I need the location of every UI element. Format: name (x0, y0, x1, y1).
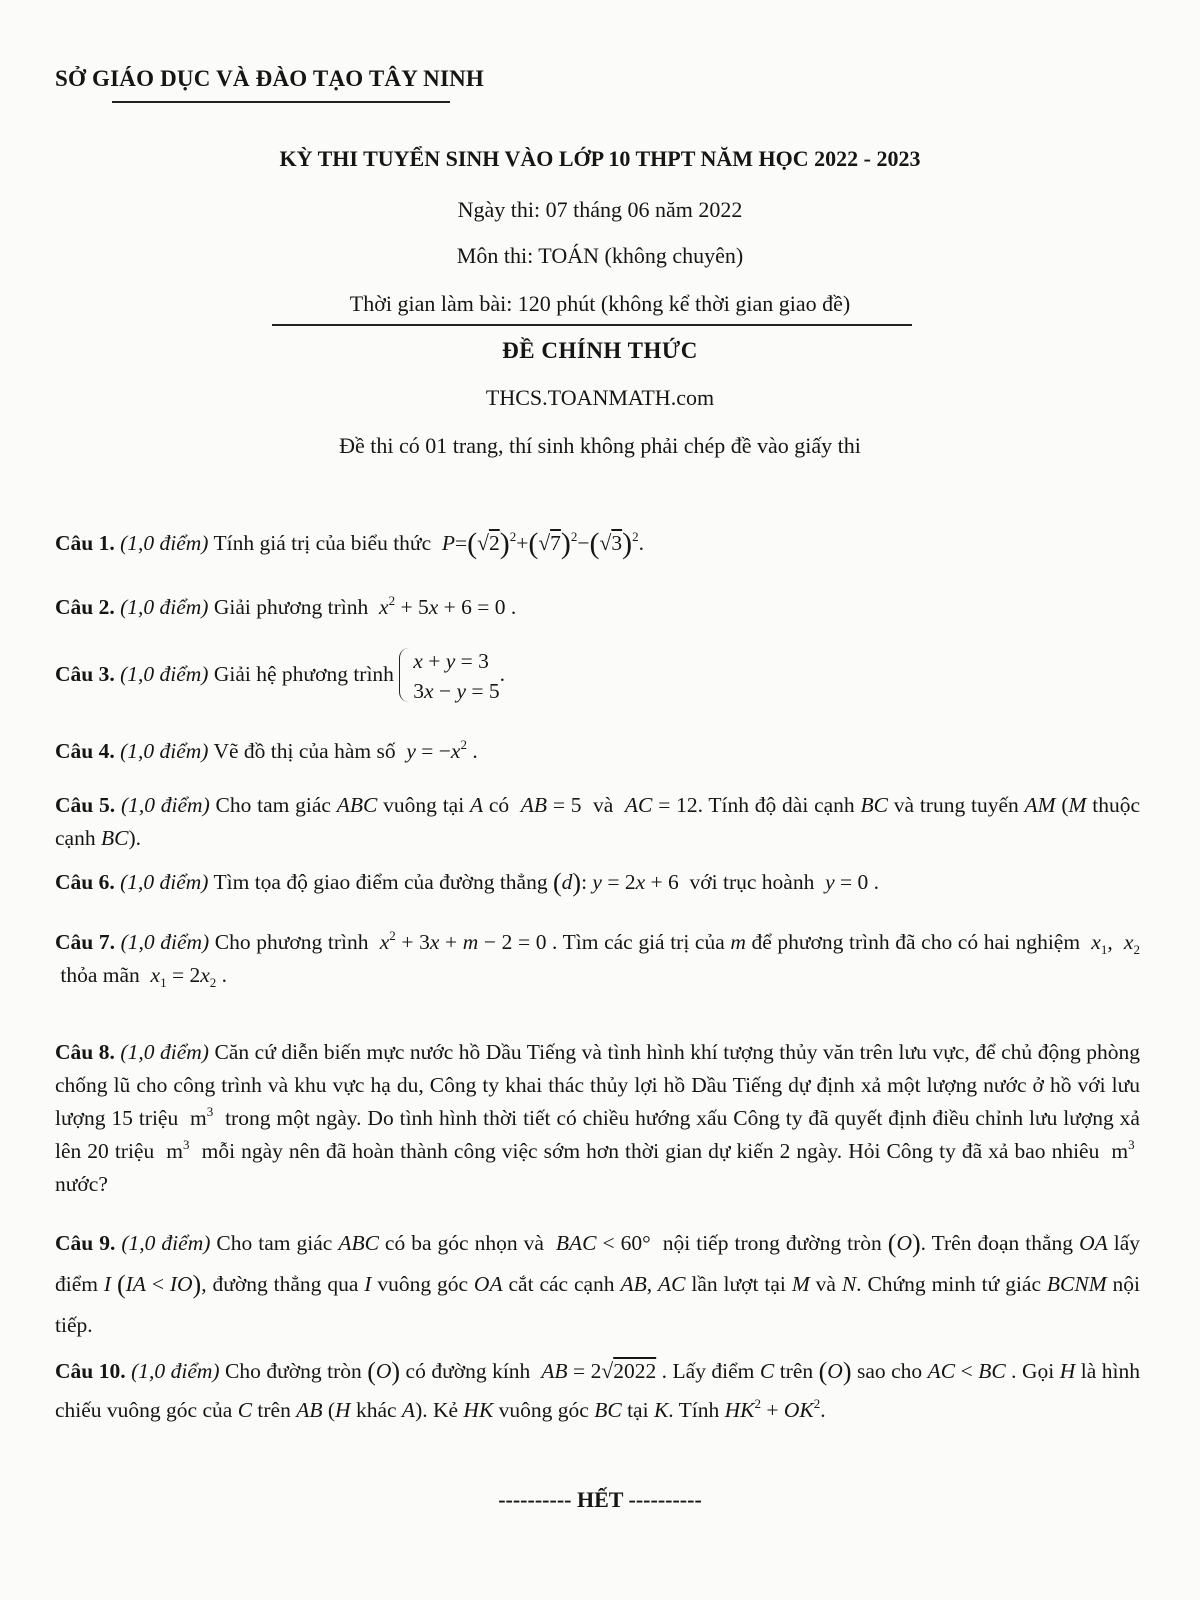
exam-date: Ngày thi: 07 tháng 06 năm 2022 (457, 197, 743, 222)
question-8: Câu 8. (1,0 điểm) Căn cứ diễn biến mực nước hồ Dầu Tiếng và tình hình khí tượng thủy văn trên lưu vực, để chủ động phòng chống lũ cho công trình và khu vực hạ du, Công ty khai thác thủy lợi hồ Dầu Tiếng dự định xả một lượng nước ở hồ với lưu lượng 15 triệu $m^3$ trong một ngày. Do tình hình thời tiết có chiều hướng xấu Công ty đã quyết định điều chỉnh lưu lượng xả lên 20 triệu $m^3$ mỗi ngày nên đã hoàn thành công việc sớm hơn thời gian dự kiến 2 ngày. Hỏi Công ty đã xả bao nhiêu $m^3$ nước? (55, 1040, 1141, 1196)
website: THCS.TOANMATH.com (485, 385, 715, 410)
official-label: ĐỀ CHÍNH THỨC (502, 338, 698, 363)
question-2: Câu 2. (1,0 điểm) Giải phương trình $x^2 + 5x + 6 = 0$ . (55, 593, 517, 619)
question-4: Câu 4. (1,0 điểm) Vẽ đồ thị của hàm số $y = -x^2$ . (55, 737, 478, 763)
question-3: Câu 3. (1,0 điểm) Giải hệ phương trình x + y = 3 3x − y = 5 . (55, 646, 1140, 706)
equation-system: x + y = 3 3x − y = 5 (399, 646, 499, 706)
exam-subject: Môn thi: TOÁN (không chuyên) (456, 243, 744, 268)
question-10: Câu 10. (1,0 điểm) Cho đường tròn (O) có đường kính AB = 2√2022 . Lấy điểm C trên (O) sao cho AC < BC . Gọi H là hình chiếu vuông góc của C trên AB (H khác A). Kẻ HK vuông góc BC tại K. Tính $HK^2 + OK^2$. (55, 1357, 1140, 1422)
header-underline (112, 101, 450, 103)
organization-name: SỞ GIÁO DỤC VÀ ĐÀO TẠO TÂY NINH (55, 66, 484, 91)
exam-duration: Thời gian làm bài: 120 phút (không kể thời gian giao đề) (349, 291, 851, 316)
header-divider (272, 324, 912, 326)
exam-note: Đề thi có 01 trang, thí sinh không phải chép đề vào giấy thi (339, 433, 861, 458)
question-7: Câu 7. (1,0 điểm) Cho phương trình $x^2 + 3x + m - 2 = 0$ . Tìm các giá trị của m để phương trình đã cho có hai nghiệm $x_1$, $x_2$ thỏa mãn $x_1 = 2x_2$ . (55, 928, 1140, 990)
exam-title: KỲ THI TUYỂN SINH VÀO LỚP 10 THPT NĂM HỌC 2022 - 2023 (279, 146, 921, 171)
question-6: Câu 6. (1,0 điểm) Tìm tọa độ giao điểm của đường thẳng (d): y = 2x + 6 với trục hoành y = 0 . (55, 868, 880, 897)
question-1: Câu 1. (1,0 điểm) Tính giá trị của biểu thức $P=(√2)^2+(√7)^2-(√3)^2$. (55, 527, 644, 560)
question-5: Câu 5. (1,0 điểm) Cho tam giác ABC vuông tại A có AB = 5 và AC = 12. Tính độ dài cạnh BC và trung tuyến AM (M thuộc cạnh BC). (55, 793, 1141, 850)
question-9: Câu 9. (1,0 điểm) Cho tam giác ABC có ba góc nhọn và BAC < 60° nội tiếp trong đường tròn (O). Trên đoạn thẳng OA lấy điểm I (IA < IO), đường thẳng qua I vuông góc OA cắt các cạnh AB, AC lần lượt tại M và N. Chứng minh tứ giác BCNM nội tiếp. (55, 1229, 1141, 1337)
end-marker: ---------- HẾT ---------- (498, 1487, 702, 1512)
